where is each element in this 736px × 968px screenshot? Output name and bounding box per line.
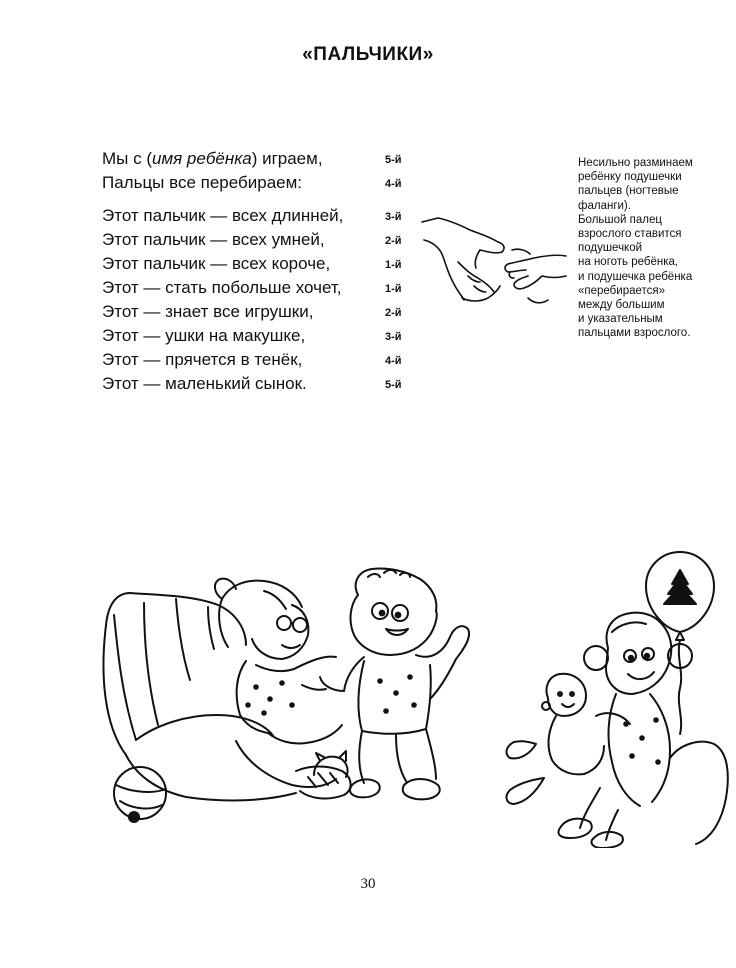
poem-line xyxy=(102,372,422,396)
finger-label: 3-й xyxy=(385,331,402,343)
poem-line-text: Этот — ушки на макушке, xyxy=(102,326,306,345)
girl-with-doll-illustration-icon xyxy=(500,548,730,848)
poem-line-text: Этот пальчик — всех короче, xyxy=(102,254,331,273)
poem-line-text: Этот — стать побольше хочет, xyxy=(102,278,342,297)
finger-label: 5-й xyxy=(385,379,402,391)
grandma-child-illustration-icon xyxy=(96,565,496,825)
child-name-placeholder: имя ребёнка xyxy=(152,149,252,168)
poem-text-part: Мы с ( xyxy=(102,149,152,168)
poem-line xyxy=(102,348,422,372)
page-number: 30 xyxy=(360,876,376,892)
poem-line-text: Этот — маленький сынок. xyxy=(102,374,307,393)
poem-line xyxy=(102,204,422,228)
poem-line-text: Этот пальчик — всех длинней, xyxy=(102,206,344,225)
poem-line-text: Пальцы все перебираем: xyxy=(102,173,303,192)
poem-line xyxy=(102,252,422,276)
finger-label: 1-й xyxy=(385,259,402,271)
finger-label: 5-й xyxy=(385,154,402,166)
poem-text-part: ) играем, xyxy=(251,149,323,168)
poem-line xyxy=(102,147,422,171)
poem-line-text xyxy=(102,147,323,171)
poem-line-text: Этот пальчик — всех умней, xyxy=(102,230,325,249)
poem-line xyxy=(102,171,422,195)
finger-label: 3-й xyxy=(385,211,402,223)
instruction-text: Несильно разминаем ребёнку подушечки пальцев (ногтевые фаланги). Большой палец взрослого ставится подушечкой на ноготь ребёнка, и подушечка ребёнка «перебирается» между большим и указательным пальцами взрослого. xyxy=(578,157,693,340)
poem xyxy=(102,147,422,396)
finger-label: 1-й xyxy=(385,283,402,295)
poem-line xyxy=(102,300,422,324)
poem-line xyxy=(102,276,422,300)
finger-label: 4-й xyxy=(385,178,402,190)
poem-line xyxy=(102,228,422,252)
poem-line xyxy=(102,324,422,348)
poem-line-text: Этот — знает все игрушки, xyxy=(102,302,314,321)
poem-line-text: Этот — прячется в тенёк, xyxy=(102,350,303,369)
finger-label: 2-й xyxy=(385,307,402,319)
hands-illustration-icon xyxy=(418,212,568,312)
finger-label: 2-й xyxy=(385,235,402,247)
page-title: «ПАЛЬЧИКИ» xyxy=(302,44,434,65)
finger-label: 4-й xyxy=(385,355,402,367)
